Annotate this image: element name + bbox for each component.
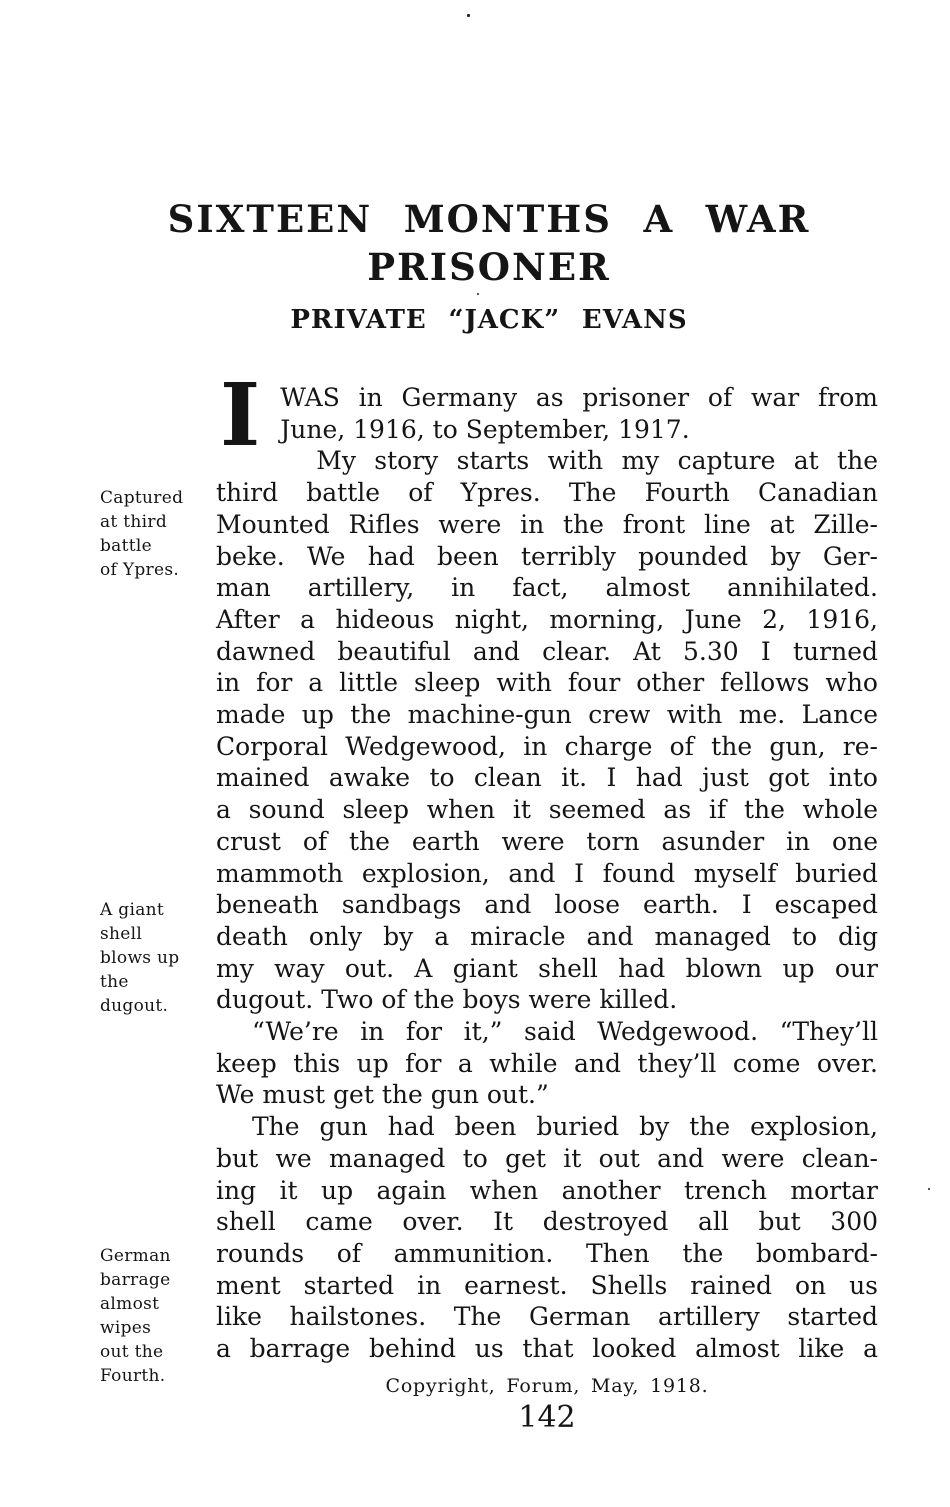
body-line: ment started in earnest. Shells rained on us [216, 1270, 878, 1300]
body-line: third battle of Ypres. The Fourth Canadian [216, 478, 878, 508]
margin-note-line: blows up [100, 948, 180, 968]
scan-artifact-dot [477, 293, 479, 295]
body-line: death only by a miracle and managed to dig [216, 921, 878, 951]
body-text [216, 365, 878, 1435]
body-line: crust of the earth were torn asunder in one [216, 826, 878, 856]
drop-cap: I [220, 365, 261, 466]
margin-note-line: German [100, 1246, 171, 1266]
body-line: After a hideous night, morning, June 2, 1916, [216, 604, 878, 634]
margin-note-line: at third [100, 512, 167, 532]
body-line: Corporal Wedgewood, in charge of the gun, re- [216, 731, 878, 761]
body-line: beneath sandbags and loose earth. I escaped [216, 890, 878, 920]
margin-note-line: barrage [100, 1270, 171, 1290]
body-line: June, 1916, to September, 1917. [280, 414, 690, 444]
body-line: The gun had been buried by the explosion, [252, 1112, 878, 1142]
body-line: a sound sleep when it seemed as if the whole [216, 795, 878, 825]
body-line: WAS in Germany as prisoner of war from [280, 383, 878, 412]
body-line: beke. We had been terribly pounded by Ger- [216, 541, 878, 571]
margin-note [100, 898, 212, 1018]
body-line: in for a little sleep with four other fellows who [216, 668, 878, 698]
page-number: 142 [518, 1399, 576, 1435]
body-line: but we managed to get it out and were clean- [216, 1143, 878, 1173]
paragraph [216, 445, 878, 1016]
margin-note [100, 1244, 212, 1388]
margin-note-line: out the [100, 1342, 164, 1362]
margin-note-line: almost [100, 1294, 160, 1314]
margin-note-line: Fourth. [100, 1366, 166, 1386]
body-line: man artillery, in fact, almost annihilated. [216, 573, 878, 603]
article-header [100, 195, 878, 337]
margin-note-line: shell [100, 924, 143, 944]
scan-artifact-dot [928, 1188, 930, 1190]
article-title-line-2: PRISONER [367, 245, 611, 289]
body-line: my way out. A giant shell had blown up our [216, 953, 878, 983]
copyright-line: Copyright, Forum, May, 1918. [385, 1374, 709, 1397]
margin-note-line: wipes [100, 1318, 152, 1338]
scan-artifact-dot [467, 14, 470, 17]
body-line: like hailstones. The German artillery started [216, 1302, 878, 1332]
body-line: rounds of ammunition. Then the bombard- [216, 1238, 878, 1268]
margin-note [100, 486, 212, 582]
body-line: ing it up again when another trench mortar [216, 1175, 878, 1205]
body-line: keep this up for a while and they’ll come over. [216, 1048, 878, 1078]
article-byline: PRIVATE “JACK” EVANS [290, 305, 688, 335]
body-line: “We’re in for it,” said Wedgewood. “They’ll [252, 1017, 878, 1047]
margin-note-line: the [100, 972, 129, 992]
body-line: My story starts with my capture at the [316, 446, 878, 476]
margin-note-line: of Ypres. [100, 560, 180, 580]
body-line: a barrage behind us that looked almost like a [216, 1334, 878, 1364]
body-line: dugout. Two of the boys were killed. [216, 985, 678, 1015]
body-line: made up the machine-gun crew with me. Lance [216, 700, 878, 730]
article-title-line-1: SIXTEEN MONTHS A WAR [167, 197, 811, 241]
body-line: shell came over. It destroyed all but 300 [216, 1207, 878, 1237]
body-line: mammoth explosion, and I found myself buried [216, 858, 878, 888]
paragraph [216, 1111, 878, 1365]
margin-note-line: A giant [100, 900, 165, 920]
margin-note-line: dugout. [100, 996, 169, 1016]
margin-note-line: Captured [100, 488, 184, 508]
body-line: We must get the gun out.” [216, 1080, 549, 1110]
margin-note-line: battle [100, 536, 152, 556]
body-line: dawned beautiful and clear. At 5.30 I turned [216, 636, 878, 666]
paragraph [216, 1016, 878, 1111]
body-line: mained awake to clean it. I had just got into [216, 763, 878, 793]
body-line: Mounted Rifles were in the front line at Zille- [216, 509, 878, 539]
